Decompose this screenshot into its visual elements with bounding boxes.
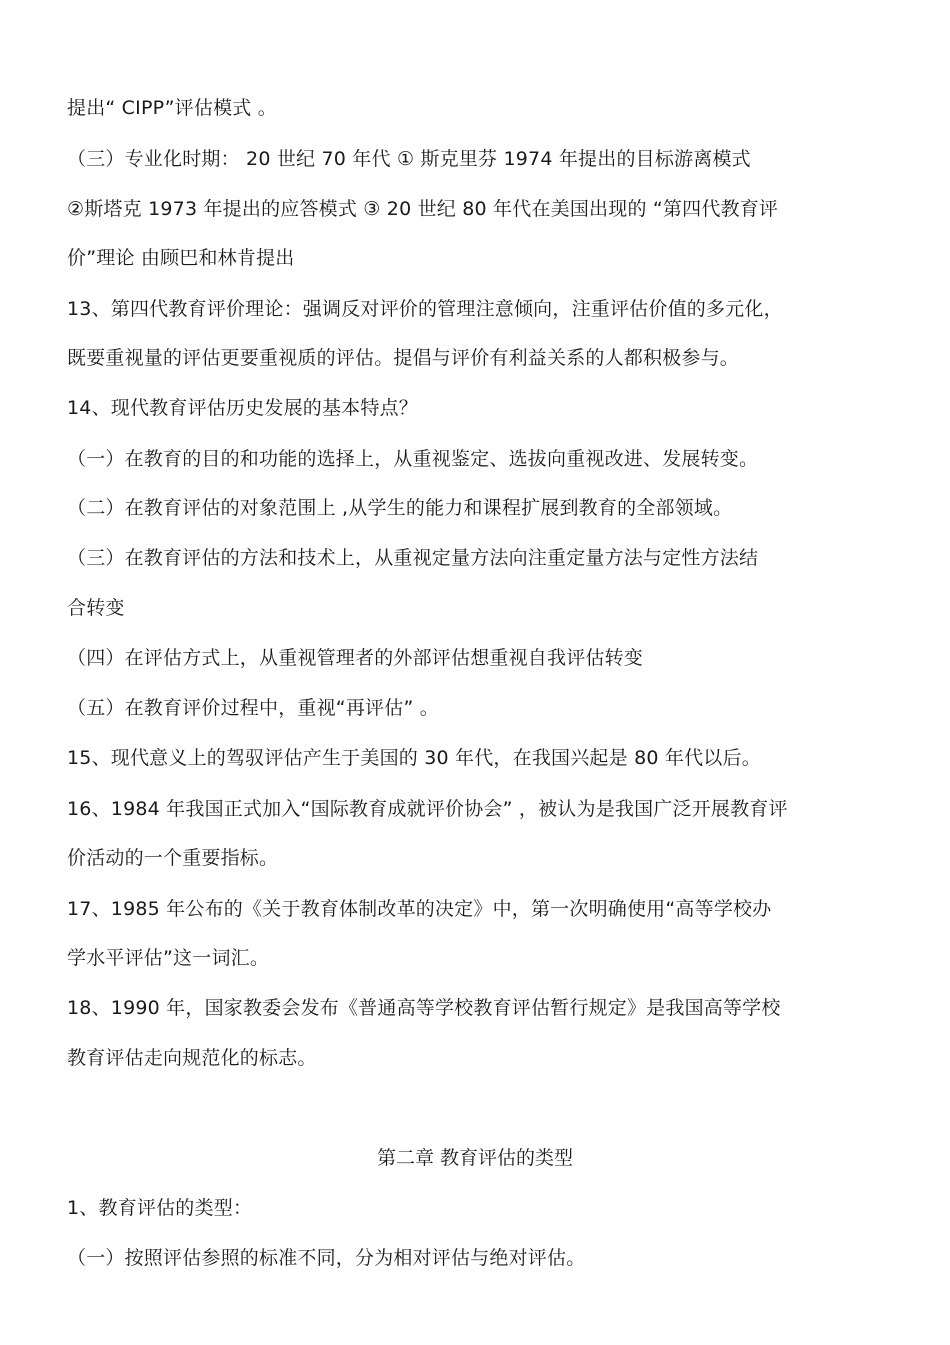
text-line-17: 17、1985 年公布的《关于教育体制改革的决定》中，第一次明确使用“高等学校办: [67, 898, 772, 920]
chapter-heading: 第二章 教育评估的类型: [376, 1147, 574, 1169]
text-line-12: （四）在评估方式上，从重视管理者的外部评估想重视自我评估转变: [67, 647, 644, 669]
text-line-5: 13、第四代教育评价理论：强调反对评价的管理注意倾向，注重评估价值的多元化，: [67, 298, 783, 320]
text-line-14: 15、现代意义上的驾驭评估产生于美国的 30 年代，在我国兴起是 80 年代以后。: [67, 747, 761, 769]
chapter-line-2: （一）按照评估参照的标准不同，分为相对评估与绝对评估。: [67, 1247, 586, 1269]
text-line-18: 学水平评估”这一词汇。: [67, 947, 270, 969]
text-line-20: 教育评估走向规范化的标志。: [67, 1047, 317, 1069]
text-line-19: 18、1990 年，国家教委会发布《普通高等学校教育评估暂行规定》是我国高等学校: [67, 997, 781, 1019]
text-line-9: （二）在教育评估的对象范围上 ,从学生的能力和课程扩展到教育的全部领域。: [67, 497, 733, 519]
text-line-7: 14、现代教育评估历史发展的基本特点？: [67, 397, 418, 419]
text-line-4: 价”理论 由顾巴和林肯提出: [67, 247, 295, 269]
text-line-15: 16、1984 年我国正式加入“国际教育成就评价协会” ，被认为是我国广泛开展教育评: [67, 798, 788, 820]
text-line-2: （三）专业化时期： 20 世纪 70 年代 ① 斯克里芬 1974 年提出的目标游离模式: [67, 148, 751, 170]
text-line-16: 价活动的一个重要指标。: [67, 847, 279, 869]
text-line-6: 既要重视量的评估更要重视质的评估。提倡与评价有利益关系的人都积极参与。: [67, 347, 740, 369]
text-line-8: （一）在教育的目的和功能的选择上，从重视鉴定、选拔向重视改进、发展转变。: [67, 448, 759, 470]
chapter-line-1: 1、教育评估的类型：: [67, 1197, 253, 1219]
text-line-13: （五）在教育评价过程中，重视“再评估” 。: [67, 697, 439, 719]
text-line-3: ②斯塔克 1973 年提出的应答模式 ③ 20 世纪 80 年代在美国出现的 “第四代教育评: [67, 198, 779, 220]
text-line-11: 合转变: [67, 597, 125, 619]
text-line-1: 提出“ CIPP”评估模式 。: [67, 97, 277, 119]
text-line-10: （三）在教育评估的方法和技术上，从重视定量方法向注重定量方法与定性方法结: [67, 547, 759, 569]
